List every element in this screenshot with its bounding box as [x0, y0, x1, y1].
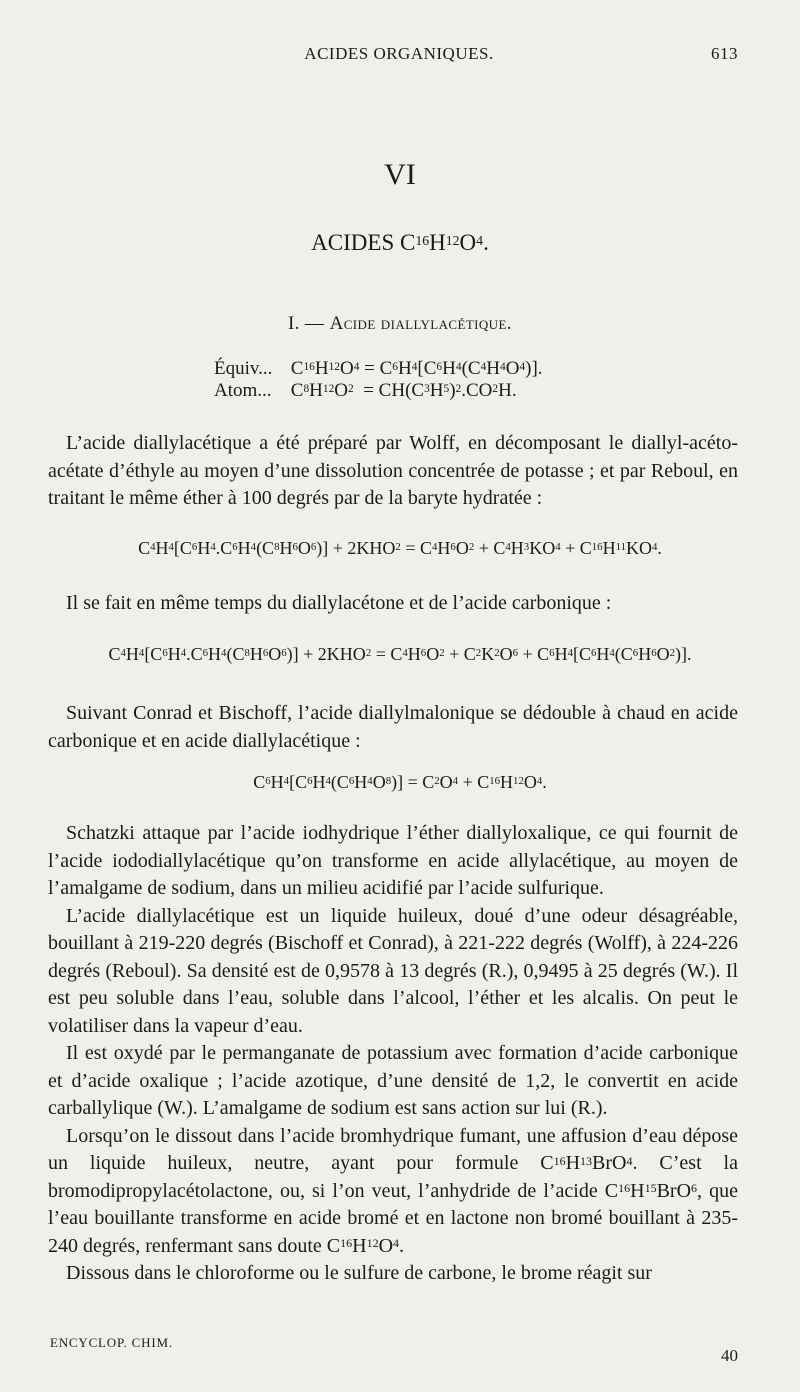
footer-signature: ENCYCLOP. CHIM.	[50, 1335, 173, 1350]
section-heading	[0, 313, 800, 335]
page-number: 613	[711, 44, 738, 63]
section-number: I. —	[288, 313, 330, 334]
paragraph-byproducts	[48, 590, 738, 618]
paragraph-6: Il est oxydé par le permanganate de potassium avec formation d’acide carbonique et d’acide oxalique ; l’acide azotique, d’une densité de 1,2, le convertit en acide carballylique (W.). L’amalgame de sodium est sans action sur lui (R.).	[48, 1042, 738, 1119]
equation-3: $C^6H^4[C^6H^4(C^6H^4O^8)] = C^2O^4 + C^{16}H^{12}O^4$.	[253, 772, 547, 792]
equiv-formula: $C^{16}H^{12}O^4 = C^6H^4[C^6H^4(C^4H^4O^4)]$.	[290, 358, 543, 379]
paragraph-properties	[48, 820, 738, 1288]
paragraph-4: Schatzki attaque par l’acide iodhydrique l’éther diallyloxalique, ce qui fournit de l’acide iododiallylacétique qu’on transforme en acide allylacétique, au moyen de l’amalgame de sodium, dans un milieu acidifié par l’acide sulfurique.	[48, 822, 738, 899]
atom-label: Atom...	[214, 380, 272, 401]
paragraph-3: Suivant Conrad et Bischoff, l’acide diallylmalonique se dédouble à chaud en acide carbonique et en acide diallylacétique :	[48, 702, 738, 752]
equiv-label: Équiv...	[214, 358, 273, 379]
running-head	[60, 44, 738, 68]
paragraph-1: L’acide diallylacétique a été préparé par Wolff, en décomposant le diallyl-acéto-acétate d’éthyle au moyen d’une dissolution concentrée de potasse ; et par Reboul, en traitant le même éther à 100 degrés par de la baryte hydratée :	[48, 432, 738, 509]
running-head-title: ACIDES ORGANIQUES.	[304, 44, 494, 63]
paragraph-2: Il se fait en même temps du diallylacétone et de l’acide carbonique :	[66, 592, 612, 614]
paragraph-7: Lorsqu’on le dissout dans l’acide bromhydrique fumant, une affusion d’eau dépose un liquide huileux, neutre, ayant pour formule $C^{16}H^{13}BrO^4$. C’est la bromodipropylacétolactone, ou, si l’on veut, l’anhydride de l’acide $C^{16}H^{15}BrO^6$, que l’eau bouillante transforme en acide bromé et en lactone non bromé bouillant à 235-240 degrés, renfermant sans doute $C^{16}H^{12}O^4$.	[48, 1124, 738, 1257]
footer-sheet-number: 40	[721, 1346, 738, 1365]
paragraph-preparation	[48, 430, 738, 513]
atom-formula: $C^8H^{12}O^2 = CH(C^3H^5)^2.CO^2H$.	[290, 380, 517, 401]
paragraph-5: L’acide diallylacétique est un liquide huileux, doué d’une odeur désagréable, bouillant à 219-220 degrés (Bischoff et Conrad), à 221-222 degrés (Wolff), à 224-226 degrés (Reboul). Sa densité est de 0,9578 à 13 degrés (R.), 0,9495 à 25 degrés (W.). Il est peu soluble dans l’eau, soluble dans l’alcool, l’éther et les alcalis. On peut le volatiliser dans la vapeur d’eau.	[48, 904, 738, 1037]
equation-1: $C^4H^4[C^6H^4.C^6H^4(C^8H^6O^6)] + 2KHO^2 = C^4H^6O^2 + C^4H^3KO^4 + C^{16}H^{11}KO^4$.	[138, 538, 662, 558]
equiv-row	[214, 358, 543, 380]
equation-2: $C^4H^4[C^6H^4.C^6H^4(C^8H^6O^6)] + 2KHO^2 = C^4H^6O^2 + C^2K^2O^6 + C^6H^4[C^6H^4(C^6H^6O^2)]$.	[108, 644, 692, 664]
equivalent-formulas	[214, 358, 543, 402]
chapter-number: VI	[384, 158, 416, 191]
chapter-title: ACIDES $C^{16}H^{12}O^4$.	[311, 230, 489, 255]
paragraph-conrad	[48, 700, 738, 755]
paragraph-8: Dissous dans le chloroforme ou le sulfure de carbone, le brome réagit sur	[66, 1262, 652, 1284]
atom-row	[214, 380, 543, 402]
section-title: Acide diallylacétique.	[329, 313, 512, 334]
